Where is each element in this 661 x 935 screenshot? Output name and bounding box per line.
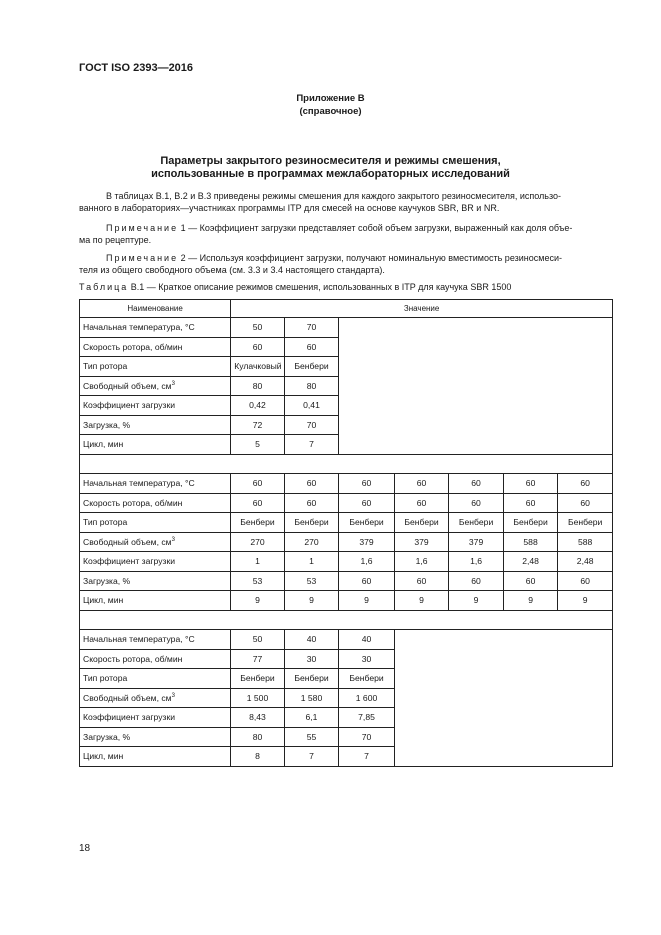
- note1-line2: ма по рецептуре.: [79, 235, 152, 245]
- cell: 1 600: [339, 688, 395, 708]
- cell: 9: [284, 591, 339, 611]
- cell: 270: [231, 532, 285, 552]
- cell: 270: [284, 532, 339, 552]
- cell: 60: [339, 571, 395, 591]
- note1-line1: 1 — Коэффициент загрузки представляет собой объем загрузки, выраженный как доля объе-: [178, 223, 573, 233]
- note1: [79, 222, 614, 246]
- cell: Бенбери: [503, 513, 558, 533]
- table-row: [80, 552, 613, 572]
- cell: 2,48: [503, 552, 558, 572]
- cell: Бенбери: [558, 513, 613, 533]
- cell: 8,43: [231, 708, 285, 728]
- row-label-speed: Скорость ротора, об/мин: [80, 337, 231, 357]
- cell: 60: [339, 493, 395, 513]
- table-row: [80, 318, 613, 338]
- row-label-speed: Скорость ротора, об/мин: [80, 649, 231, 669]
- cell: 0,42: [231, 396, 285, 416]
- table-header-row: [80, 300, 613, 318]
- cell: 72: [231, 415, 285, 435]
- cell: 60: [503, 493, 558, 513]
- cell: 9: [231, 591, 285, 611]
- intro-line1: В таблицах В.1, В.2 и В.3 приведены режимы смешения для каждого закрытого резиносмесителя, использо-: [106, 191, 562, 201]
- note1-label: Примечание: [106, 223, 179, 233]
- cell: 60: [284, 337, 339, 357]
- cell: 40: [339, 630, 395, 650]
- cell: Бенбери: [339, 513, 395, 533]
- row-label-load: Загрузка, %: [80, 571, 231, 591]
- volume-label-text: Свободный объем, см: [83, 692, 172, 703]
- cell: 55: [284, 727, 339, 747]
- cell: 80: [284, 376, 339, 396]
- cell: Бенбери: [449, 513, 504, 533]
- cell: Бенбери: [284, 357, 339, 377]
- cell: 60: [231, 474, 285, 494]
- cell: 379: [449, 532, 504, 552]
- cell: 60: [558, 493, 613, 513]
- row-label-temp: Начальная температура, °С: [80, 630, 231, 650]
- cell: 60: [231, 493, 285, 513]
- table-row: [80, 474, 613, 494]
- cell: 80: [231, 727, 285, 747]
- column-header-name: Наименование: [80, 300, 231, 318]
- cell: 70: [284, 415, 339, 435]
- row-label-coef: Коэффициент загрузки: [80, 552, 231, 572]
- cell: 50: [231, 630, 285, 650]
- note2-line2: теля из общего свободного объема (см. 3.3 и 3.4 настоящего стандарта).: [79, 265, 385, 275]
- separator-row: [80, 454, 613, 474]
- volume-label-text: Свободный объем, см: [83, 536, 172, 547]
- cell: 30: [339, 649, 395, 669]
- cell: 1,6: [339, 552, 395, 572]
- cell: 53: [231, 571, 285, 591]
- cell: 60: [231, 337, 285, 357]
- cell: 5: [231, 435, 285, 455]
- cell: 1: [231, 552, 285, 572]
- cell: 7,85: [339, 708, 395, 728]
- cell: 9: [394, 591, 449, 611]
- cell: 70: [284, 318, 339, 338]
- cell: Бенбери: [231, 513, 285, 533]
- cell: 60: [449, 571, 504, 591]
- cell: 30: [284, 649, 339, 669]
- table-row: [80, 630, 613, 650]
- cell: 7: [284, 435, 339, 455]
- block1: [80, 318, 613, 474]
- row-label-load: Загрузка, %: [80, 727, 231, 747]
- cell: 2,48: [558, 552, 613, 572]
- cell: 60: [558, 571, 613, 591]
- cell: 9: [503, 591, 558, 611]
- row-label-temp: Начальная температура, °С: [80, 318, 231, 338]
- table-row: [80, 532, 613, 552]
- cell: 9: [339, 591, 395, 611]
- cell: 70: [339, 727, 395, 747]
- appendix-subtitle: (справочное): [299, 106, 362, 117]
- cell: 60: [503, 571, 558, 591]
- cell: 60: [558, 474, 613, 494]
- row-label-cycle: Цикл, мин: [80, 591, 231, 611]
- cell: 77: [231, 649, 285, 669]
- cell: 40: [284, 630, 339, 650]
- empty-area: [394, 630, 612, 767]
- document-number: ГОСТ ISO 2393—2016: [79, 62, 194, 74]
- row-label-volume: [80, 532, 231, 552]
- cell: 7: [339, 747, 395, 767]
- mixing-modes-table: [79, 299, 613, 767]
- row-label-speed: Скорость ротора, об/мин: [80, 493, 231, 513]
- block3: [80, 630, 613, 767]
- cell: 9: [449, 591, 504, 611]
- intro-line2: ванного в лабораториях—участниках программы ITP для смесей на основе каучуков SBR, BR и NR.: [79, 203, 500, 213]
- row-label-temp: Начальная температура, °С: [80, 474, 231, 494]
- separator-row: [80, 610, 613, 630]
- row-label-coef: Коэффициент загрузки: [80, 708, 231, 728]
- empty-area: [339, 318, 613, 455]
- table-caption-label: Таблица: [79, 282, 129, 292]
- cell: 588: [558, 532, 613, 552]
- row-label-cycle: Цикл, мин: [80, 435, 231, 455]
- row-label-type: Тип ротора: [80, 669, 231, 689]
- volume-unit-exponent: 3: [171, 536, 175, 543]
- row-label-cycle: Цикл, мин: [80, 747, 231, 767]
- section-title-line2: использованные в программах межлабораторных исследований: [151, 168, 510, 180]
- cell: 1,6: [394, 552, 449, 572]
- cell: 60: [503, 474, 558, 494]
- page-number: 18: [79, 843, 91, 854]
- separator-cell: [80, 454, 613, 474]
- volume-label-text: Свободный объем, см: [83, 380, 172, 391]
- cell: 60: [339, 474, 395, 494]
- cell: 0,41: [284, 396, 339, 416]
- cell: Бенбери: [394, 513, 449, 533]
- appendix-title: Приложение В: [296, 93, 365, 104]
- cell: Бенбери: [284, 513, 339, 533]
- column-header-value: Значение: [231, 300, 613, 318]
- cell: Кулачковый: [231, 357, 285, 377]
- cell: 1: [284, 552, 339, 572]
- cell: 60: [394, 474, 449, 494]
- table-row: [80, 571, 613, 591]
- cell: 53: [284, 571, 339, 591]
- volume-unit-exponent: 3: [171, 692, 175, 699]
- table-row: [80, 493, 613, 513]
- cell: 379: [339, 532, 395, 552]
- cell: 1 500: [231, 688, 285, 708]
- cell: 379: [394, 532, 449, 552]
- block2: [80, 474, 613, 630]
- row-label-volume: [80, 376, 231, 396]
- volume-unit-exponent: 3: [171, 380, 175, 387]
- intro-paragraph: [79, 190, 614, 214]
- table-row: [80, 591, 613, 611]
- cell: 60: [284, 493, 339, 513]
- note2-label: Примечание: [106, 253, 179, 263]
- separator-cell: [80, 610, 613, 630]
- section-title-line1: Параметры закрытого резиносмесителя и режимы смешения,: [160, 155, 501, 167]
- row-label-type: Тип ротора: [80, 513, 231, 533]
- cell: 60: [449, 493, 504, 513]
- cell: 60: [394, 493, 449, 513]
- cell: 60: [394, 571, 449, 591]
- row-label-coef: Коэффициент загрузки: [80, 396, 231, 416]
- row-label-volume: [80, 688, 231, 708]
- cell: 8: [231, 747, 285, 767]
- cell: Бенбери: [339, 669, 395, 689]
- note2-line1: 2 — Используя коэффициент загрузки, получают номинальную вместимость резиносмеси-: [178, 253, 562, 263]
- note2: [79, 252, 614, 276]
- cell: 50: [231, 318, 285, 338]
- row-label-type: Тип ротора: [80, 357, 231, 377]
- cell: 60: [449, 474, 504, 494]
- cell: 80: [231, 376, 285, 396]
- table-caption: [79, 282, 511, 292]
- cell: 1,6: [449, 552, 504, 572]
- table-row: [80, 513, 613, 533]
- cell: 9: [558, 591, 613, 611]
- cell: 588: [503, 532, 558, 552]
- cell: 6,1: [284, 708, 339, 728]
- cell: 1 580: [284, 688, 339, 708]
- row-label-load: Загрузка, %: [80, 415, 231, 435]
- table-caption-text: В.1 — Краткое описание режимов смешения, использованных в ITP для каучука SBR 1500: [128, 282, 512, 292]
- cell: 60: [284, 474, 339, 494]
- cell: Бенбери: [284, 669, 339, 689]
- cell: Бенбери: [231, 669, 285, 689]
- cell: 7: [284, 747, 339, 767]
